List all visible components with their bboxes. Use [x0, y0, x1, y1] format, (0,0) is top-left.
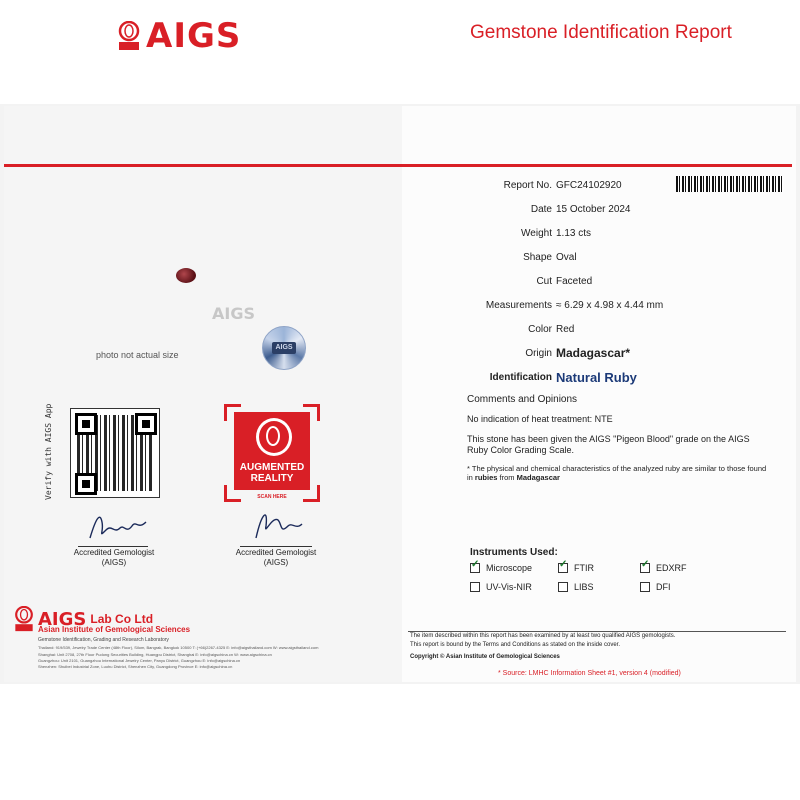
ar-label-line1: AUGMENTED: [239, 462, 305, 473]
lab-address: Shenzhen: Shuibei Industrial Zone, Luohu District, Shenzhen City, Guangdong Province E: info@aigschina.cn: [38, 664, 233, 669]
comment-heat: No indication of heat treatment: NTE: [467, 414, 613, 424]
field-value: Faceted: [556, 276, 593, 287]
qr-finder: [135, 413, 157, 435]
qr-code[interactable]: [70, 408, 160, 498]
signature-2: [250, 506, 310, 547]
comment-origin-note: * The physical and chemical characteristics of the analyzed ruby are similar to those found in rubies from Madagascar: [467, 464, 767, 482]
ar-red-box: [234, 412, 310, 490]
signature-1: [86, 508, 156, 549]
field-value: Madagascar*: [556, 346, 631, 360]
barcode: [676, 176, 784, 192]
field-label: Comments and Opinions: [467, 394, 578, 405]
signature-caption-2: Accredited Gemologist (AIGS): [235, 548, 317, 567]
instrument-name: Microscope: [486, 563, 533, 573]
instrument-name: DFI: [656, 582, 671, 592]
lab-wordmark: AIGS: [38, 608, 87, 630]
instrument-name: FTIR: [574, 563, 594, 573]
instrument-item: [640, 563, 687, 573]
signature-caption-1: Accredited Gemologist (AIGS): [73, 548, 155, 567]
field-label: Cut: [536, 276, 552, 287]
comment-grade: This stone has been given the AIGS "Pigeon Blood" grade on the AIGS Ruby Color Grading Scale.: [467, 434, 750, 455]
instruments-title: Instruments Used:: [470, 547, 558, 558]
aigs-watermark: AIGS: [212, 304, 255, 323]
instrument-name: EDXRF: [656, 563, 687, 573]
instrument-item: [640, 582, 671, 592]
signature-line: [240, 546, 312, 547]
lab-address: Shanghai: Unit 2708, 27th Floor Pudong Securities Building, Huangpu District, Shanghai E: info@aigschina.cn W: www.aigschina.cn: [38, 652, 272, 657]
ar-label-line2: REALITY: [250, 473, 294, 484]
lab-seal-icon: [14, 606, 34, 632]
field-label: Identification: [489, 372, 552, 383]
header-divider: [4, 164, 792, 167]
ruby-photo: [176, 268, 196, 283]
instrument-item: [470, 582, 532, 592]
ring-inner: [266, 426, 280, 446]
aigs-logo: [118, 16, 241, 56]
report-title: Gemstone Identification Report: [470, 22, 732, 43]
aigs-ring-icon: [256, 418, 292, 456]
field-label: Measurements: [485, 300, 552, 311]
photo-note: photo not actual size: [96, 350, 179, 360]
field-label: Date: [530, 204, 552, 215]
instrument-item: [558, 563, 594, 573]
lab-address: Thailand: 919/539, Jewelry Trade Center (48th Floor), Silom, Bangrak, Bangkok 10500 T: (+66)2267-4325 E: info@aigsthailand.com W: www.aigsthailand.com: [38, 645, 319, 650]
field-value: GFC24102920: [556, 180, 622, 191]
footer-copyright: Copyright © Asian Institute of Gemological Sciences: [410, 654, 560, 660]
field-value: 15 October 2024: [556, 204, 631, 215]
instrument-item: [558, 582, 594, 592]
field-label: Color: [528, 324, 552, 335]
hologram-label: AIGS: [272, 342, 296, 354]
logo-wordmark: AIGS: [146, 16, 242, 56]
lab-institute: Asian Institute of Gemological Sciences: [38, 625, 191, 634]
lab-subtitle: Gemstone Identification, Grading and Research Laboratory: [38, 637, 169, 643]
hologram-sticker: [262, 326, 306, 370]
signature-line: [78, 546, 148, 547]
field-label: Report No.: [503, 180, 552, 191]
verify-app-text: Verify with AIGS App: [44, 403, 53, 500]
qr-finder: [75, 473, 97, 495]
field-label: Weight: [521, 228, 552, 239]
footer-line-2: This report is bound by the Terms and Conditions as stated on the inside cover.: [410, 642, 621, 648]
checked-checkbox-icon: [558, 563, 568, 573]
field-value: 1.13 cts: [556, 228, 592, 239]
instrument-item: [470, 563, 532, 573]
aigs-seal-icon: [118, 21, 140, 51]
footer-divider: [408, 631, 786, 632]
field-value: ≈ 6.29 x 4.98 x 4.44 mm: [556, 300, 664, 311]
empty-checkbox-icon: [558, 582, 568, 592]
certificate-paper: [4, 106, 796, 682]
field-label: Origin: [525, 348, 552, 359]
scan-here-label: SCAN HERE: [257, 494, 287, 500]
lab-suffix: Lab Co Ltd: [90, 612, 154, 626]
instrument-name: UV-Vis-NIR: [486, 582, 532, 592]
source-note: * Source: LMHC Information Sheet #1, version 4 (modified): [498, 670, 681, 677]
right-panel: [402, 106, 796, 682]
left-panel: [4, 106, 402, 682]
field-value: Oval: [556, 252, 577, 263]
footer-line-1: The item described within this report has been examined by at least two qualified AIGS gemologists.: [410, 633, 676, 639]
lab-address: Guangzhou: Unit 2101, Guangzhou International Jewelry Center, Panyu District, Guangzhou E: info@aigschina.cn: [38, 658, 241, 663]
checked-checkbox-icon: [640, 563, 650, 573]
empty-checkbox-icon: [640, 582, 650, 592]
field-label: Shape: [523, 252, 552, 263]
field-value: Natural Ruby: [556, 370, 637, 385]
qr-finder: [75, 413, 97, 435]
augmented-reality-badge[interactable]: [224, 404, 320, 502]
instrument-name: LIBS: [574, 582, 594, 592]
field-value: Red: [556, 324, 575, 335]
empty-checkbox-icon: [470, 582, 480, 592]
checked-checkbox-icon: [470, 563, 480, 573]
